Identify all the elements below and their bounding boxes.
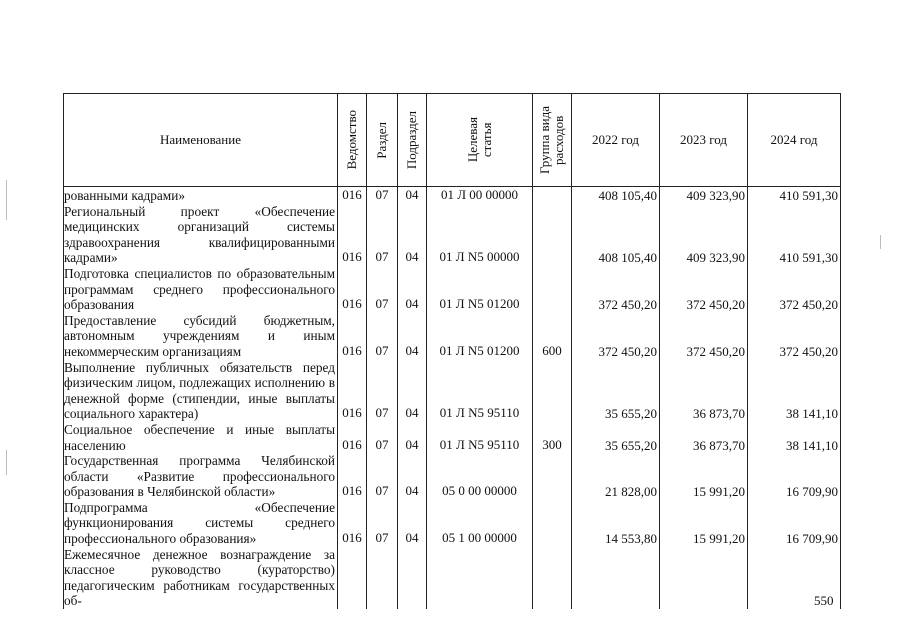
table-row xyxy=(64,422,841,453)
table-body xyxy=(64,187,841,610)
scan-mark xyxy=(6,450,7,475)
row-razd: 07 xyxy=(367,187,398,204)
row-v2024: 372 450,20 xyxy=(748,266,841,313)
row-grp: 600 xyxy=(533,313,572,360)
row-v2022 xyxy=(572,547,660,609)
row-v2023: 372 450,20 xyxy=(660,313,748,360)
row-v2022: 408 105,40 xyxy=(572,187,660,204)
row-tsel: 01 Л N5 01200 xyxy=(427,313,533,360)
row-grp: 300 xyxy=(533,422,572,453)
table-row xyxy=(64,500,841,547)
row-v2023 xyxy=(660,547,748,609)
row-name: рованными кадрами» xyxy=(64,187,338,204)
row-name: Ежемесячное денежное вознаграждение за классное руководство (кураторство) педагогическим работникам государственных об- xyxy=(64,547,338,609)
row-v2024: 38 141,10 xyxy=(748,422,841,453)
row-v2022: 372 450,20 xyxy=(572,266,660,313)
row-ved: 016 xyxy=(338,360,367,422)
row-grp xyxy=(533,500,572,547)
row-ved: 016 xyxy=(338,204,367,266)
row-razd: 07 xyxy=(367,453,398,500)
header-razdel: Раздел xyxy=(367,94,398,187)
row-ved: 016 xyxy=(338,500,367,547)
row-ved: 016 xyxy=(338,266,367,313)
header-2023: 2023 год xyxy=(660,94,748,187)
row-razd: 07 xyxy=(367,266,398,313)
row-tsel xyxy=(427,547,533,609)
row-v2023: 15 991,20 xyxy=(660,453,748,500)
row-v2024: 410 591,30 xyxy=(748,204,841,266)
row-ved xyxy=(338,547,367,609)
table-row xyxy=(64,204,841,266)
scan-mark xyxy=(880,235,881,249)
row-v2023: 409 323,90 xyxy=(660,187,748,204)
row-tsel: 05 0 00 00000 xyxy=(427,453,533,500)
row-v2024: 38 141,10 xyxy=(748,360,841,422)
row-v2022: 35 655,20 xyxy=(572,422,660,453)
row-grp xyxy=(533,187,572,204)
row-grp xyxy=(533,360,572,422)
row-podr: 04 xyxy=(398,204,427,266)
row-grp xyxy=(533,453,572,500)
row-podr: 04 xyxy=(398,360,427,422)
table-row xyxy=(64,547,841,609)
row-ved: 016 xyxy=(338,422,367,453)
row-v2024: 410 591,30 xyxy=(748,187,841,204)
row-grp xyxy=(533,547,572,609)
row-name: Предоставление субсидий бюджетным, автономным учреждениям и иным некоммерческим организациям xyxy=(64,313,338,360)
row-v2022: 35 655,20 xyxy=(572,360,660,422)
table-row xyxy=(64,313,841,360)
table-row xyxy=(64,266,841,313)
row-podr: 04 xyxy=(398,187,427,204)
row-v2023: 409 323,90 xyxy=(660,204,748,266)
budget-table xyxy=(63,93,841,609)
row-razd: 07 xyxy=(367,313,398,360)
row-grp xyxy=(533,266,572,313)
row-podr: 04 xyxy=(398,266,427,313)
row-v2024: 16 709,90 xyxy=(748,500,841,547)
header-podrazdel: Подраздел xyxy=(398,94,427,187)
row-v2022: 14 553,80 xyxy=(572,500,660,547)
header-2022: 2022 год xyxy=(572,94,660,187)
row-tsel: 01 Л N5 00000 xyxy=(427,204,533,266)
row-name: Социальное обеспечение и иные выплаты населению xyxy=(64,422,338,453)
table-row xyxy=(64,360,841,422)
row-tsel: 01 Л 00 00000 xyxy=(427,187,533,204)
row-ved: 016 xyxy=(338,187,367,204)
row-ved: 016 xyxy=(338,453,367,500)
row-podr: 04 xyxy=(398,313,427,360)
row-ved: 016 xyxy=(338,313,367,360)
row-podr xyxy=(398,547,427,609)
row-podr: 04 xyxy=(398,500,427,547)
header-2024: 2024 год xyxy=(748,94,841,187)
page-number: 550 xyxy=(814,593,834,608)
row-name: Выполнение публичных обязательств перед физическим лицом, подлежащих исполнению в денежной форме (стипендии, иные выплаты социального характера) xyxy=(64,360,338,422)
table-row xyxy=(64,453,841,500)
row-razd: 07 xyxy=(367,500,398,547)
row-v2024: 16 709,90 xyxy=(748,453,841,500)
header-vedomstvo: Ведомство xyxy=(338,94,367,187)
row-razd: 07 xyxy=(367,360,398,422)
row-razd xyxy=(367,547,398,609)
header-row xyxy=(64,94,841,187)
row-v2022: 21 828,00 xyxy=(572,453,660,500)
row-tsel: 01 Л N5 01200 xyxy=(427,266,533,313)
row-name: Региональный проект «Обеспечение медицинских организаций системы здравоохранения квалифицированными кадрами» xyxy=(64,204,338,266)
row-name: Подпрограмма «Обеспечение функционирования системы среднего профессионального образования» xyxy=(64,500,338,547)
row-podr: 04 xyxy=(398,453,427,500)
row-razd: 07 xyxy=(367,204,398,266)
row-podr: 04 xyxy=(398,422,427,453)
header-tselevaya-statya: Целевая статья xyxy=(427,94,533,187)
row-name: Государственная программа Челябинской области «Развитие профессионального образования в Челябинской области» xyxy=(64,453,338,500)
header-name: Наименование xyxy=(64,94,338,187)
row-v2023: 36 873,70 xyxy=(660,360,748,422)
row-razd: 07 xyxy=(367,422,398,453)
row-name: Подготовка специалистов по образовательным программам среднего профессионального образования xyxy=(64,266,338,313)
table-row xyxy=(64,187,841,204)
row-tsel: 01 Л N5 95110 xyxy=(427,422,533,453)
row-v2023: 36 873,70 xyxy=(660,422,748,453)
scan-mark xyxy=(6,180,7,220)
row-v2022: 372 450,20 xyxy=(572,313,660,360)
row-tsel: 01 Л N5 95110 xyxy=(427,360,533,422)
row-v2023: 15 991,20 xyxy=(660,500,748,547)
row-grp xyxy=(533,204,572,266)
row-tsel: 05 1 00 00000 xyxy=(427,500,533,547)
row-v2022: 408 105,40 xyxy=(572,204,660,266)
row-v2023: 372 450,20 xyxy=(660,266,748,313)
header-gruppa-vida-rashodov: Группа вида расходов xyxy=(533,94,572,187)
row-v2024: 372 450,20 xyxy=(748,313,841,360)
